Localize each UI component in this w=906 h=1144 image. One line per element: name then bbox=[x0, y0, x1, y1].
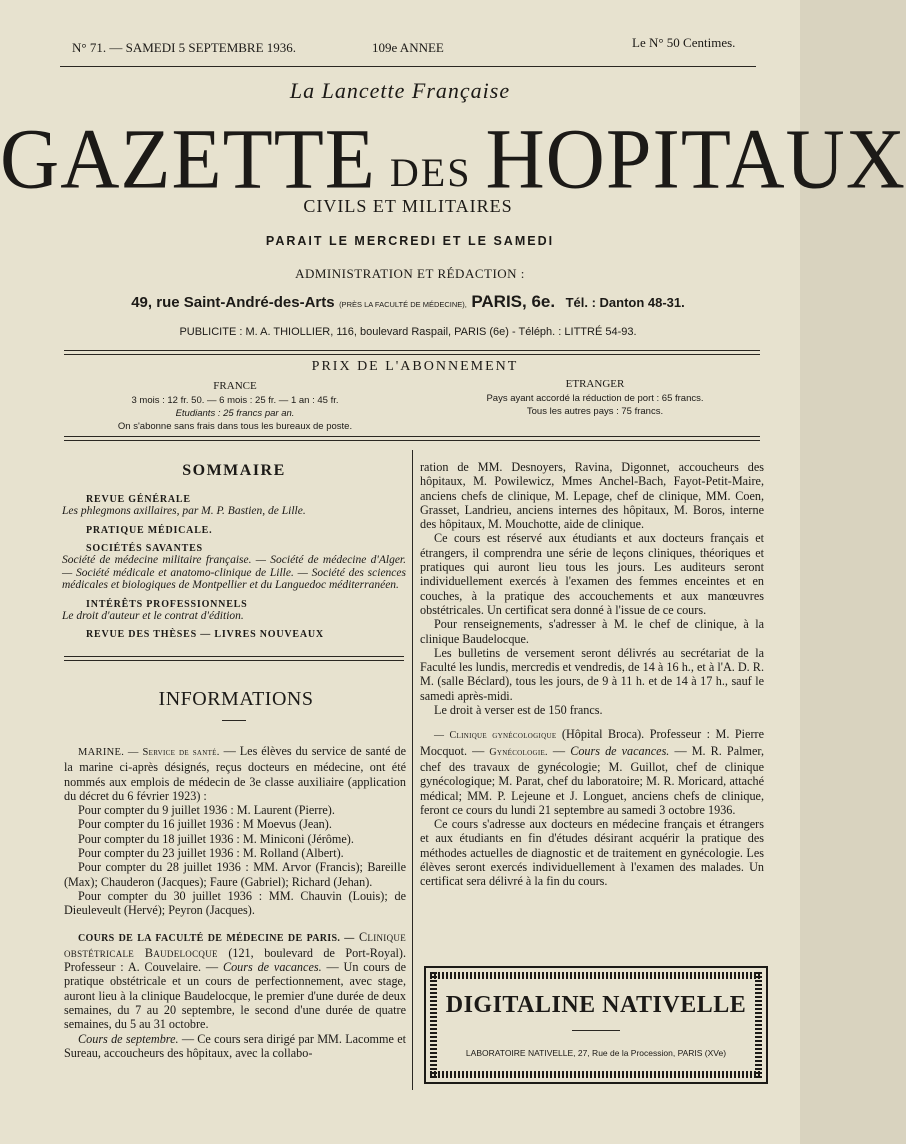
admin-line: ADMINISTRATION ET RÉDACTION : bbox=[295, 266, 525, 281]
sommaire-item-societes: Société de médecine militaire française. — Société de médecine d'Alger. — Société médicale et anatomo-clinique de Lille. — Société des sciences médicales et biologiques de Montpellier et du Languedoc méditerranéen. bbox=[62, 554, 406, 591]
ad-border-right bbox=[755, 972, 762, 1078]
france-title: FRANCE bbox=[213, 380, 257, 392]
column-divider bbox=[412, 450, 413, 1090]
gyn-label: Gynécologie. bbox=[489, 746, 548, 758]
abonnement-etranger bbox=[430, 378, 760, 417]
right-paragraph-6 bbox=[420, 727, 764, 817]
cours-lead: COURS DE LA FACULTÉ DE MÉDECINE DE PARIS. — bbox=[78, 932, 355, 944]
gyn-text: (Hôpital Broca). Professeur : M. Pierre Mocquot. — bbox=[420, 727, 764, 758]
sommaire-heading-pratique: PRATIQUE MÉDICALE. bbox=[86, 525, 213, 536]
informations-underline bbox=[222, 720, 246, 721]
ad-laboratoire: LABORATOIRE NATIVELLE, 27, Rue de la Procession, PARIS (XVe) bbox=[465, 1048, 727, 1058]
cours-text: (121, boulevard de Port-Royal). Professeur : A. Couvelaire. — bbox=[64, 945, 406, 975]
civils-militaires: CIVILS ET MILITAIRES bbox=[303, 196, 513, 216]
cours-septembre-paragraph bbox=[64, 1032, 406, 1061]
right-paragraph-4: Les bulletins de versement seront délivrés au secrétariat de la Faculté les lundis, mercredis et vendredis, de 14 à 16 h., et à l'A. D. R. M. (salle Béclard), tous les jours, de 9 à 11 h. et de 14 à 17 h., sauf le samedi après-midi. bbox=[420, 645, 764, 703]
gyn-text-2: — M. R. Palmer, chef des travaux de gynécologie; M. Guillot, chef de clinique gynécologique; M. Parat, chef du laboratoire; M. R. Moricard, attaché médical; MM. P. Lejeune et J. Longuet, anciens chefs de clinique, feront ce cours du lundi 21 septembre au samedi 3 octobre 1936. bbox=[420, 743, 764, 817]
sommaire-item-droit: Le droit d'auteur et le contrat d'édition. bbox=[62, 609, 244, 622]
address-street: 49, rue Saint-André-des-Arts bbox=[131, 294, 335, 311]
issue-number: N° 71. — SAMEDI 5 SEPTEMBRE 1936. bbox=[72, 40, 297, 55]
right-paragraph-3: Pour renseignements, s'adresser à M. le chef de clinique, à la clinique Baudelocque. bbox=[420, 617, 764, 646]
ad-border-top bbox=[430, 972, 762, 979]
marine-item-6: Pour compter du 30 juillet 1936 : MM. Chauvin (Louis); de Dieuleveult (Hervé); Peyron (Jacques). bbox=[64, 888, 406, 918]
marine-text: — Les élèves du service de santé de la marine ci-après désignés, reçus docteurs en médecine, ont été nommés aux emplois de médecin de 3e classe auxiliaire (application du décret du 6 février 1923) : bbox=[64, 744, 406, 803]
cours-septembre: Cours de septembre. bbox=[78, 1031, 179, 1046]
right-paragraph-1: ration de MM. Desnoyers, Ravina, Digonnet, accoucheurs des hôpitaux, M. Powilewicz, Mmes Anchel-Bach, Fayot-Petit-Maire, anciens chefs de clinique, M. Lepage, chef de clinique, MM. Coen, Grasset, Landrieu, anciens internes des hôpitaux, M. Boros, interne des hôpitaux, M. Mouchotte, aide de clinique. bbox=[420, 460, 764, 532]
abonnement-france bbox=[80, 380, 390, 432]
top-rule bbox=[60, 66, 756, 67]
right-paragraph-2: Ce cours est réservé aux étudiants et aux docteurs français et étrangers, il comprendra une série de leçons cliniques, théoriques et pratiques qui auront lieu tous les jours. Les auditeurs seront individuellement exercés à l'examen des femmes enceintes et en couches, à la pratique des accouchements et aux manœuvres obstétricales. Un certificat sera donné à l'issue de ce cours. bbox=[420, 531, 764, 617]
masthead-title bbox=[0, 110, 906, 207]
sommaire-item-phlegmons: Les phlegmons axillaires, par M. P. Bastien, de Lille. bbox=[62, 505, 306, 517]
right-paragraph-5: Le droit à verser est de 150 francs. bbox=[434, 703, 603, 718]
ad-box bbox=[424, 966, 768, 1084]
cours-text-3: — Ce cours sera dirigé par MM. Lacomme et Sureau, accoucheurs des hôpitaux, avec la collabo- bbox=[64, 1031, 406, 1060]
abonnement-title: PRIX DE L'ABONNEMENT bbox=[311, 359, 519, 374]
france-etudiants: Etudiants : 25 francs par an. bbox=[175, 408, 295, 419]
cours-text-2: — Un cours de pratique obstétricale et un cours de perfectionnement, avec stage, auront lieu à la clinique Baudelocque, le premier d'une durée de deux semaines, du 7 au 20 septembre, le second d'une durée de quatre semaines, du 5 au 31 octobre. bbox=[64, 960, 406, 1032]
sommaire-heading-revue: REVUE GÉNÉRALE bbox=[86, 494, 191, 505]
title-gazette: GAZETTE bbox=[0, 110, 376, 207]
marine-item-4: Pour compter du 23 juillet 1936 : M. Rolland (Albert). bbox=[78, 846, 344, 861]
publicite-line: PUBLICITE : M. A. THIOLLIER, 116, boulevard Raspail, PARIS (6e) - Téléph. : LITTRÉ 54-93. bbox=[179, 326, 637, 338]
title-des: DES bbox=[389, 150, 472, 195]
abonnement-rule bbox=[64, 436, 760, 441]
sommaire-heading-interets: INTÉRÊTS PROFESSIONNELS bbox=[86, 598, 248, 610]
cours-paragraph bbox=[64, 930, 406, 1032]
title-hopitaux: HOPITAUX bbox=[485, 110, 906, 207]
france-poste: On s'abonne sans frais dans tous les bureaux de poste. bbox=[117, 421, 353, 432]
marine-item-3: Pour compter du 18 juillet 1936 : M. Miniconi (Jérôme). bbox=[78, 831, 354, 846]
gyn-vacances: Cours de vacances. bbox=[570, 743, 670, 758]
right-paragraph-7: Ce cours s'adresse aux docteurs en médecine français et étrangers et aux étudiants en fin d'études désirant acquérir la pratique des méthodes actuelles de diagnostic et de traitement en gynécologie. Les élèves seront exercés individuellement à l'examen des malades. Un certificat sera délivré à la fin du cours. bbox=[420, 817, 764, 889]
etranger-title: ETRANGER bbox=[565, 378, 625, 390]
right-column bbox=[420, 460, 764, 889]
ad-title: DIGITALINE NATIVELLE bbox=[445, 992, 747, 1018]
gyn-lead: — Clinique gynécologique bbox=[434, 730, 557, 742]
ad-border-bottom bbox=[430, 1071, 762, 1078]
marine-lead: MARINE. — Service de santé. bbox=[78, 747, 220, 758]
sommaire bbox=[62, 462, 406, 640]
ad-border-left bbox=[430, 972, 437, 1078]
gyn-dash: — bbox=[552, 743, 566, 758]
address-line bbox=[0, 292, 816, 312]
price-label: Le N° 50 Centimes. bbox=[632, 35, 736, 50]
informations-title: INFORMATIONS bbox=[158, 688, 314, 710]
parait-line: PARAIT LE MERCREDI ET LE SAMEDI bbox=[265, 234, 555, 248]
address-tel: Tél. : Danton 48-31. bbox=[565, 295, 685, 310]
address-pres: (PRÈS LA FACULTÉ DE MÉDECINE), bbox=[339, 300, 467, 309]
sommaire-title: SOMMAIRE bbox=[182, 462, 286, 479]
address-city: PARIS, 6e. bbox=[471, 292, 556, 311]
cours-vacances: Cours de vacances. bbox=[222, 960, 322, 975]
etranger-autres: Tous les autres pays : 75 francs. bbox=[526, 406, 664, 417]
cours-clinique: Clinique obstétricale Baudelocque bbox=[64, 929, 407, 960]
sommaire-heading-theses: REVUE DES THÈSES — LIVRES NOUVEAUX bbox=[86, 628, 324, 640]
sommaire-heading-societes: SOCIÉTÉS SAVANTES bbox=[86, 543, 203, 554]
marine-item-1: Pour compter du 9 juillet 1936 : M. Laurent (Pierre). bbox=[78, 803, 335, 818]
sommaire-rule bbox=[64, 656, 404, 661]
etranger-reduction: Pays ayant accordé la réduction de port : 65 francs. bbox=[486, 393, 704, 404]
marine-item-2: Pour compter du 16 juillet 1936 : M Moevus (Jean). bbox=[78, 817, 332, 832]
masthead-subtitle: La Lancette Française bbox=[289, 78, 511, 103]
year-label: 109e ANNEE bbox=[372, 40, 444, 55]
france-prices: 3 mois : 12 fr. 50. — 6 mois : 25 fr. — 1 an : 45 fr. bbox=[131, 395, 339, 406]
masthead-rule bbox=[64, 350, 760, 355]
marine-paragraph bbox=[64, 744, 406, 803]
ad-divider bbox=[572, 1030, 620, 1031]
informations-column bbox=[64, 744, 406, 1060]
marine-item-5: Pour compter du 28 juillet 1936 : MM. Arvor (Francis); Bareille (Max); Chauderon (Jacques); Faure (Gabriel); Richard (Jehan). bbox=[64, 860, 406, 889]
